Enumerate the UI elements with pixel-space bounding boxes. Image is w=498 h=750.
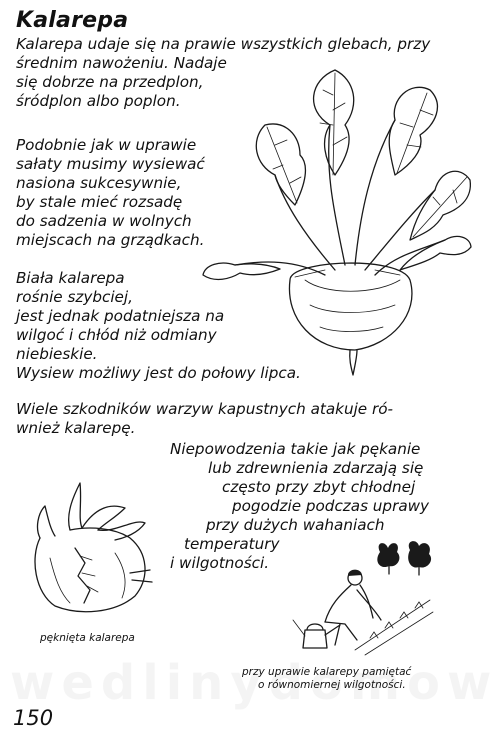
text-line: lub zdrewnienia zdarzają się [208, 459, 424, 477]
text-line: Biała kalarepa [16, 269, 125, 287]
text-line: by stale mieć rozsadę [16, 193, 183, 211]
caption-gardener: przy uprawie kalarepy pamiętać [242, 666, 412, 678]
gardener-illustration [285, 540, 435, 660]
cracked-kohlrabi-illustration [20, 478, 155, 618]
text-line: często przy zbyt chłodnej [222, 478, 416, 496]
text-line: wilgoć i chłód niż odmiany [16, 326, 217, 344]
text-line: i wilgotności. [170, 554, 270, 572]
text-line: jest jednak podatniejsza na [16, 307, 225, 325]
text-line: pogodzie podczas uprawy [232, 497, 430, 515]
text-line: niebieskie. [16, 345, 98, 363]
text-line: śródplon albo poplon. [16, 92, 181, 110]
text-line: Wiele szkodników warzyw kapustnych atakuje ró- [16, 400, 393, 418]
caption-cracked-kohlrabi: pęknięta kalarepa [40, 632, 135, 644]
page-number: 150 [13, 706, 54, 730]
text-line: Niepowodzenia takie jak pękanie [170, 440, 421, 458]
text-line: Podobnie jak w uprawie [16, 136, 197, 154]
text-line: średnim nawożeniu. Nadaje [16, 54, 227, 72]
text-line: temperatury [184, 535, 280, 553]
text-line: Wysiew możliwy jest do połowy lipca. [16, 364, 301, 382]
watermark [10, 655, 490, 711]
kohlrabi-plant-illustration [195, 65, 475, 375]
text-line: rośnie szybciej, [16, 288, 133, 306]
text-line: się dobrze na przedplon, [16, 73, 204, 91]
text-line: miejscach na grządkach. [16, 231, 205, 249]
page-title: Kalarepa [16, 8, 129, 33]
text-line: nasiona sukcesywnie, [16, 174, 182, 192]
caption-gardener: o równomiernej wilgotności. [258, 679, 406, 691]
text-line: wnież kalarepę. [16, 419, 136, 437]
text-line: Kalarepa udaje się na prawie wszystkich glebach, przy [16, 35, 431, 53]
text-line: do sadzenia w wolnych [16, 212, 192, 230]
text-line: sałaty musimy wysiewać [16, 155, 205, 173]
text-line: przy dużych wahaniach [206, 516, 385, 534]
